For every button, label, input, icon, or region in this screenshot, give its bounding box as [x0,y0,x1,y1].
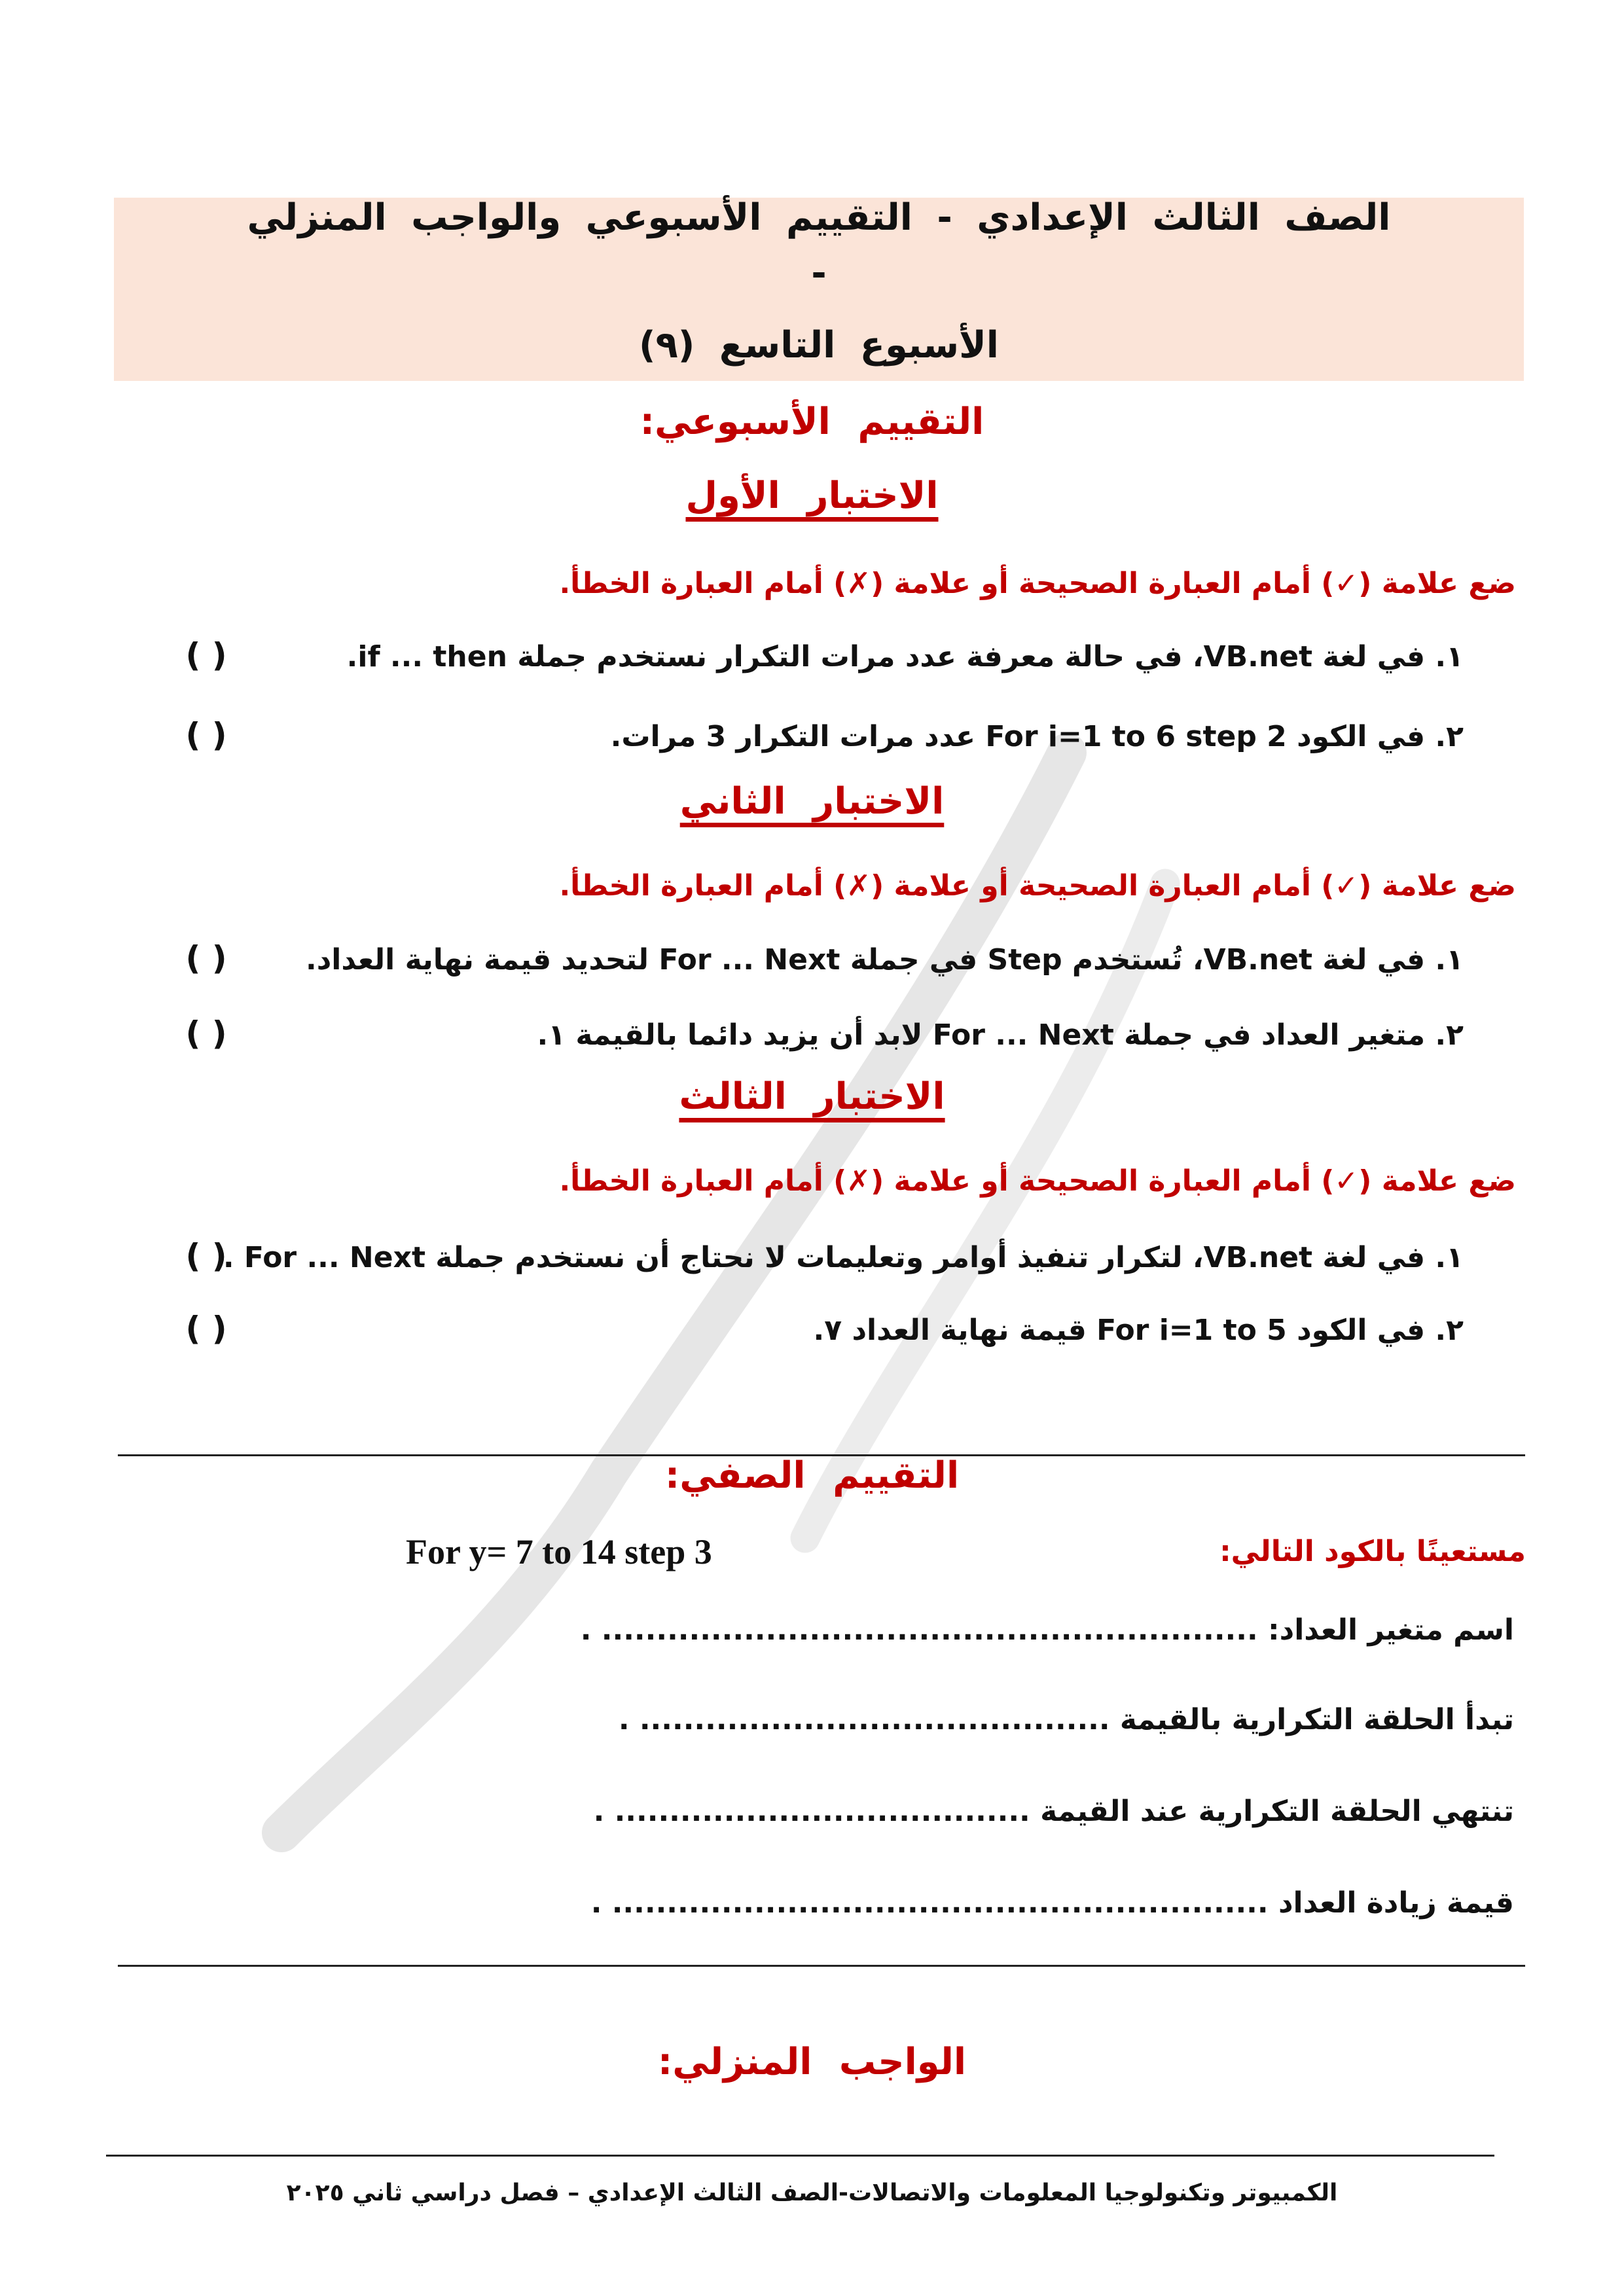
field-blank[interactable]: ...................................... . [593,1795,1030,1828]
title-dash: - [811,252,827,295]
fill-in-field[interactable] [619,1703,1514,1736]
field-label: تنتهي الحلقة التكرارية عند القيمة [1040,1795,1514,1828]
test-title-text: الاختبار الثاني [679,780,945,823]
field-label: تبدأ الحلقة التكرارية بالقيمة [1119,1703,1514,1736]
test-title-text: الاختبار الأول [685,475,939,517]
test-1-title [0,475,1624,517]
test-2-title [0,780,1624,823]
question-item: ٢. في الكود For i=1 to 6 step 2 عدد مرات التكرار 3 مرات. [610,720,1464,753]
section-divider [118,1965,1525,1967]
field-blank[interactable]: ........................................... . [618,1703,1110,1736]
week-title: الأسبوع التاسع (٩) [639,324,999,367]
footer-divider [106,2155,1494,2157]
fill-in-field[interactable] [581,1613,1514,1647]
fill-in-field[interactable] [591,1886,1514,1920]
field-label: قيمة زيادة العداد [1278,1886,1514,1920]
question-item: ١. في لغة VB.net، في حالة معرفة عدد مرات التكرار نستخدم جملة if ... then. [346,640,1464,673]
test-3-title [0,1075,1624,1118]
code-snippet: For y= 7 to 14 step 3 [406,1532,712,1571]
field-blank[interactable]: ............................................................ . [590,1886,1269,1920]
test-title-text: الاختبار الثالث [679,1075,945,1118]
test-3-instruction: ضع علامة (✓) أمام العبارة الصحيحة أو علامة (✗) أمام العبارة الخطأ. [559,1164,1516,1198]
answer-box[interactable]: ( ) [185,939,227,977]
question-item: ١. في لغة VB.net، لتكرار تنفيذ أوامر وتعليمات لا نحتاج أن نستخدم جملة For ... Next . [223,1241,1464,1274]
watermark [216,687,1198,1865]
question-item: ٢. في الكود For i=1 to 5 قيمة نهاية العداد ٧. [813,1314,1464,1347]
classwork-prompt: مستعينًا بالكود التالي: [1219,1535,1526,1568]
weekly-assessment-heading: التقييم الأسبوعي: [640,401,984,443]
homework-heading: الواجب المنزلي: [657,2041,967,2083]
page-title: الصف الثالث الإعدادي - التقييم الأسبوعي والواجب المنزلي [247,196,1391,239]
fill-in-field[interactable] [594,1795,1514,1828]
test-2-instruction: ضع علامة (✓) أمام العبارة الصحيحة أو علامة (✗) أمام العبارة الخطأ. [559,869,1516,903]
answer-box[interactable]: ( ) [185,1310,227,1348]
test-1-instruction: ضع علامة (✓) أمام العبارة الصحيحة أو علامة (✗) أمام العبارة الخطأ. [559,567,1516,600]
field-blank[interactable]: ............................................................ . [580,1613,1258,1647]
footer-text: الكمبيوتر وتكنولوجيا المعلومات والاتصالات-الصف الثالث الإعدادي – فصل دراسي ثاني ٢٠٢٥ [286,2179,1338,2206]
answer-box[interactable]: ( ) [185,716,227,754]
question-item: ٢. متغير العداد في جملة For ... Next لابد أن يزيد دائما بالقيمة ١. [537,1018,1464,1052]
answer-box[interactable]: ( ) [185,636,227,674]
classwork-heading: التقييم الصفي: [664,1454,960,1497]
question-item: ١. في لغة VB.net، تُستخدم Step في جملة For ... Next لتحديد قيمة نهاية العداد. [306,943,1464,977]
answer-box[interactable]: ( ) [185,1014,227,1052]
answer-box[interactable]: ( ) [185,1237,227,1275]
field-label: اسم متغير العداد: [1268,1613,1514,1647]
